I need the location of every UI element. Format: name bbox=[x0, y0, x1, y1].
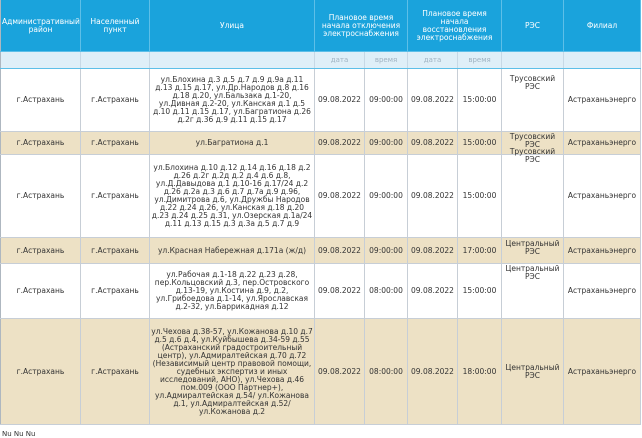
cell-res bbox=[502, 264, 564, 319]
table-row bbox=[1, 238, 641, 264]
cell-off-time: 09:00:00 bbox=[365, 69, 408, 132]
res-label: Центральный РЭС bbox=[505, 238, 560, 256]
table-row bbox=[1, 319, 641, 425]
cell-off-time: 08:00:00 bbox=[365, 264, 408, 319]
cell-street: ул.Блохина д.3 д.5 д.7 д.9 д.9а д.11 д.13 д.15 д.17, ул.Др.Народов д.8 д.16 д.18 д.20, ул.Бальзака д.1-20, ул.Дивная д.2-20, ул.Канская д.1 д.5 д.10 д.11 д.15 д.17, ул.Багратиона д.26 д.2г д.36 д.9 д.11 д.15 д.17 bbox=[150, 69, 315, 132]
cell-restore-time: 18:00:00 bbox=[458, 319, 502, 425]
cell-res bbox=[502, 238, 564, 264]
header-res: РЭС bbox=[502, 0, 564, 52]
cell-restore-date: 09.08.2022 bbox=[408, 155, 458, 238]
table-row bbox=[1, 155, 641, 238]
cell-locality: г.Астрахань bbox=[81, 238, 150, 264]
cell-off-date: 09.08.2022 bbox=[315, 132, 365, 155]
cell-street: ул.Чехова д.38-57, ул.Кожанова д.10 д.7 д.5 д.6 д.4, ул.Куйбышева д.34-59 д.55 (Астраханский градостроительный центр), ул.Адмиралтейская д.70 д.72 (Независимый центр правовой помощи, судебных экспертиз и иных исследований, АНО), ул.Чехова д.46 пом.009 (ООО Партнер+), ул.Адмиралтейская д.54/ ул.Кожанова д.1, ул.Адмиралтейская д.52/ ул.Кожанова д.2 bbox=[150, 319, 315, 425]
cell-restore-date: 09.08.2022 bbox=[408, 238, 458, 264]
res-label: Центральный РЭС bbox=[505, 264, 560, 281]
cut-off-text: Nu Nu Nu bbox=[2, 430, 36, 438]
subheader-restore-time: время bbox=[458, 52, 502, 69]
cell-off-time: 08:00:00 bbox=[365, 319, 408, 425]
cell-res bbox=[502, 319, 564, 425]
cell-restore-time: 15:00:00 bbox=[458, 155, 502, 238]
cell-res bbox=[502, 69, 564, 132]
subheader-empty bbox=[81, 52, 150, 69]
subheader-restore-date: дата bbox=[408, 52, 458, 69]
cell-branch: Астраханьэнерго bbox=[564, 132, 641, 155]
cell-branch: Астраханьэнерго bbox=[564, 238, 641, 264]
cell-branch: Астраханьэнерго bbox=[564, 264, 641, 319]
cell-locality: г.Астрахань bbox=[81, 132, 150, 155]
header-planned-restore: Плановое время начала восстановления электроснабжения bbox=[408, 0, 502, 52]
cell-district: г.Астрахань bbox=[1, 132, 81, 155]
subheader-row bbox=[1, 52, 641, 69]
cell-locality: г.Астрахань bbox=[81, 264, 150, 319]
cell-locality: г.Астрахань bbox=[81, 69, 150, 132]
cell-off-time: 09:00:00 bbox=[365, 238, 408, 264]
cell-restore-time: 15:00:00 bbox=[458, 132, 502, 155]
cell-district: г.Астрахань bbox=[1, 264, 81, 319]
cell-district: г.Астрахань bbox=[1, 238, 81, 264]
header-street: Улица bbox=[150, 0, 315, 52]
subheader-off-time: время bbox=[365, 52, 408, 69]
cell-restore-time: 15:00:00 bbox=[458, 69, 502, 132]
res-label: Центральный РЭС bbox=[505, 362, 560, 380]
subheader-empty bbox=[150, 52, 315, 69]
cell-street: ул.Красная Набережная д.171а (ж/д) bbox=[150, 238, 315, 264]
cell-district: г.Астрахань bbox=[1, 155, 81, 238]
res-label: Трусовский РЭС bbox=[509, 132, 556, 149]
cell-street: ул.Рабочая д.1-18 д.22 д.23 д.28, пер.Кольцовский д.3, пер.Островского д.13-19, ул.Костина д.9, д.2, ул.Грибоедова д.1-14, ул.Ярославская д.2-32, ул.Баррикадная д.12 bbox=[150, 264, 315, 319]
res-label: Трусовский РЭС bbox=[509, 74, 556, 91]
cell-locality: г.Астрахань bbox=[81, 155, 150, 238]
table-row bbox=[1, 69, 641, 132]
cell-off-date: 09.08.2022 bbox=[315, 264, 365, 319]
cell-street: ул.Блохина д.10 д.12 д.14 д.16 д.18 д.2 д.26 д.2г д.2д д.2 д.4 д.6 д.8, ул.Д.Давыдова д.1 д.10-16 д.17/24 д.2 д.26 д.2а д.3 д.6 д.7 д.7а д.9 д.96, ул.Димитрова д.6, ул.Дружбы Народов д.22 д.24 д.26, ул.Канская д.18 д.20 д.23 д.24 д.25 д.31, ул.Озерская д.1а/24 д.11 д.13 д.15 д.3 д.3а д.5 д.7 д.9 bbox=[150, 155, 315, 238]
cell-off-date: 09.08.2022 bbox=[315, 69, 365, 132]
cell-restore-time: 17:00:00 bbox=[458, 238, 502, 264]
cell-branch: Астраханьэнерго bbox=[564, 319, 641, 425]
table-row bbox=[1, 264, 641, 319]
cell-restore-date: 09.08.2022 bbox=[408, 319, 458, 425]
cell-restore-time: 15:00:00 bbox=[458, 264, 502, 319]
cell-restore-date: 09.08.2022 bbox=[408, 264, 458, 319]
cell-off-date: 09.08.2022 bbox=[315, 155, 365, 238]
header-locality: Населенный пункт bbox=[81, 0, 150, 52]
cell-restore-date: 09.08.2022 bbox=[408, 132, 458, 155]
cell-street: ул.Багратиона д.1 bbox=[150, 132, 315, 155]
cell-branch: Астраханьэнерго bbox=[564, 69, 641, 132]
cell-off-date: 09.08.2022 bbox=[315, 238, 365, 264]
cell-off-date: 09.08.2022 bbox=[315, 319, 365, 425]
header-planned-off: Плановое время начала отключения электроснабжения bbox=[315, 0, 408, 52]
subheader-empty bbox=[502, 52, 564, 69]
header-district: Административный район bbox=[1, 0, 81, 52]
cell-district: г.Астрахань bbox=[1, 319, 81, 425]
cell-locality: г.Астрахань bbox=[81, 319, 150, 425]
subheader-off-date: дата bbox=[315, 52, 365, 69]
cell-restore-date: 09.08.2022 bbox=[408, 69, 458, 132]
cell-off-time: 09:00:00 bbox=[365, 132, 408, 155]
cell-res bbox=[502, 147, 564, 238]
res-label: Трусовский РЭС bbox=[509, 147, 556, 164]
cell-district: г.Астрахань bbox=[1, 69, 81, 132]
cell-branch: Астраханьэнерго bbox=[564, 155, 641, 238]
header-branch: Филиал bbox=[564, 0, 641, 52]
subheader-empty bbox=[1, 52, 81, 69]
subheader-empty bbox=[564, 52, 641, 69]
header-row bbox=[1, 0, 641, 52]
cell-off-time: 09:00:00 bbox=[365, 155, 408, 238]
